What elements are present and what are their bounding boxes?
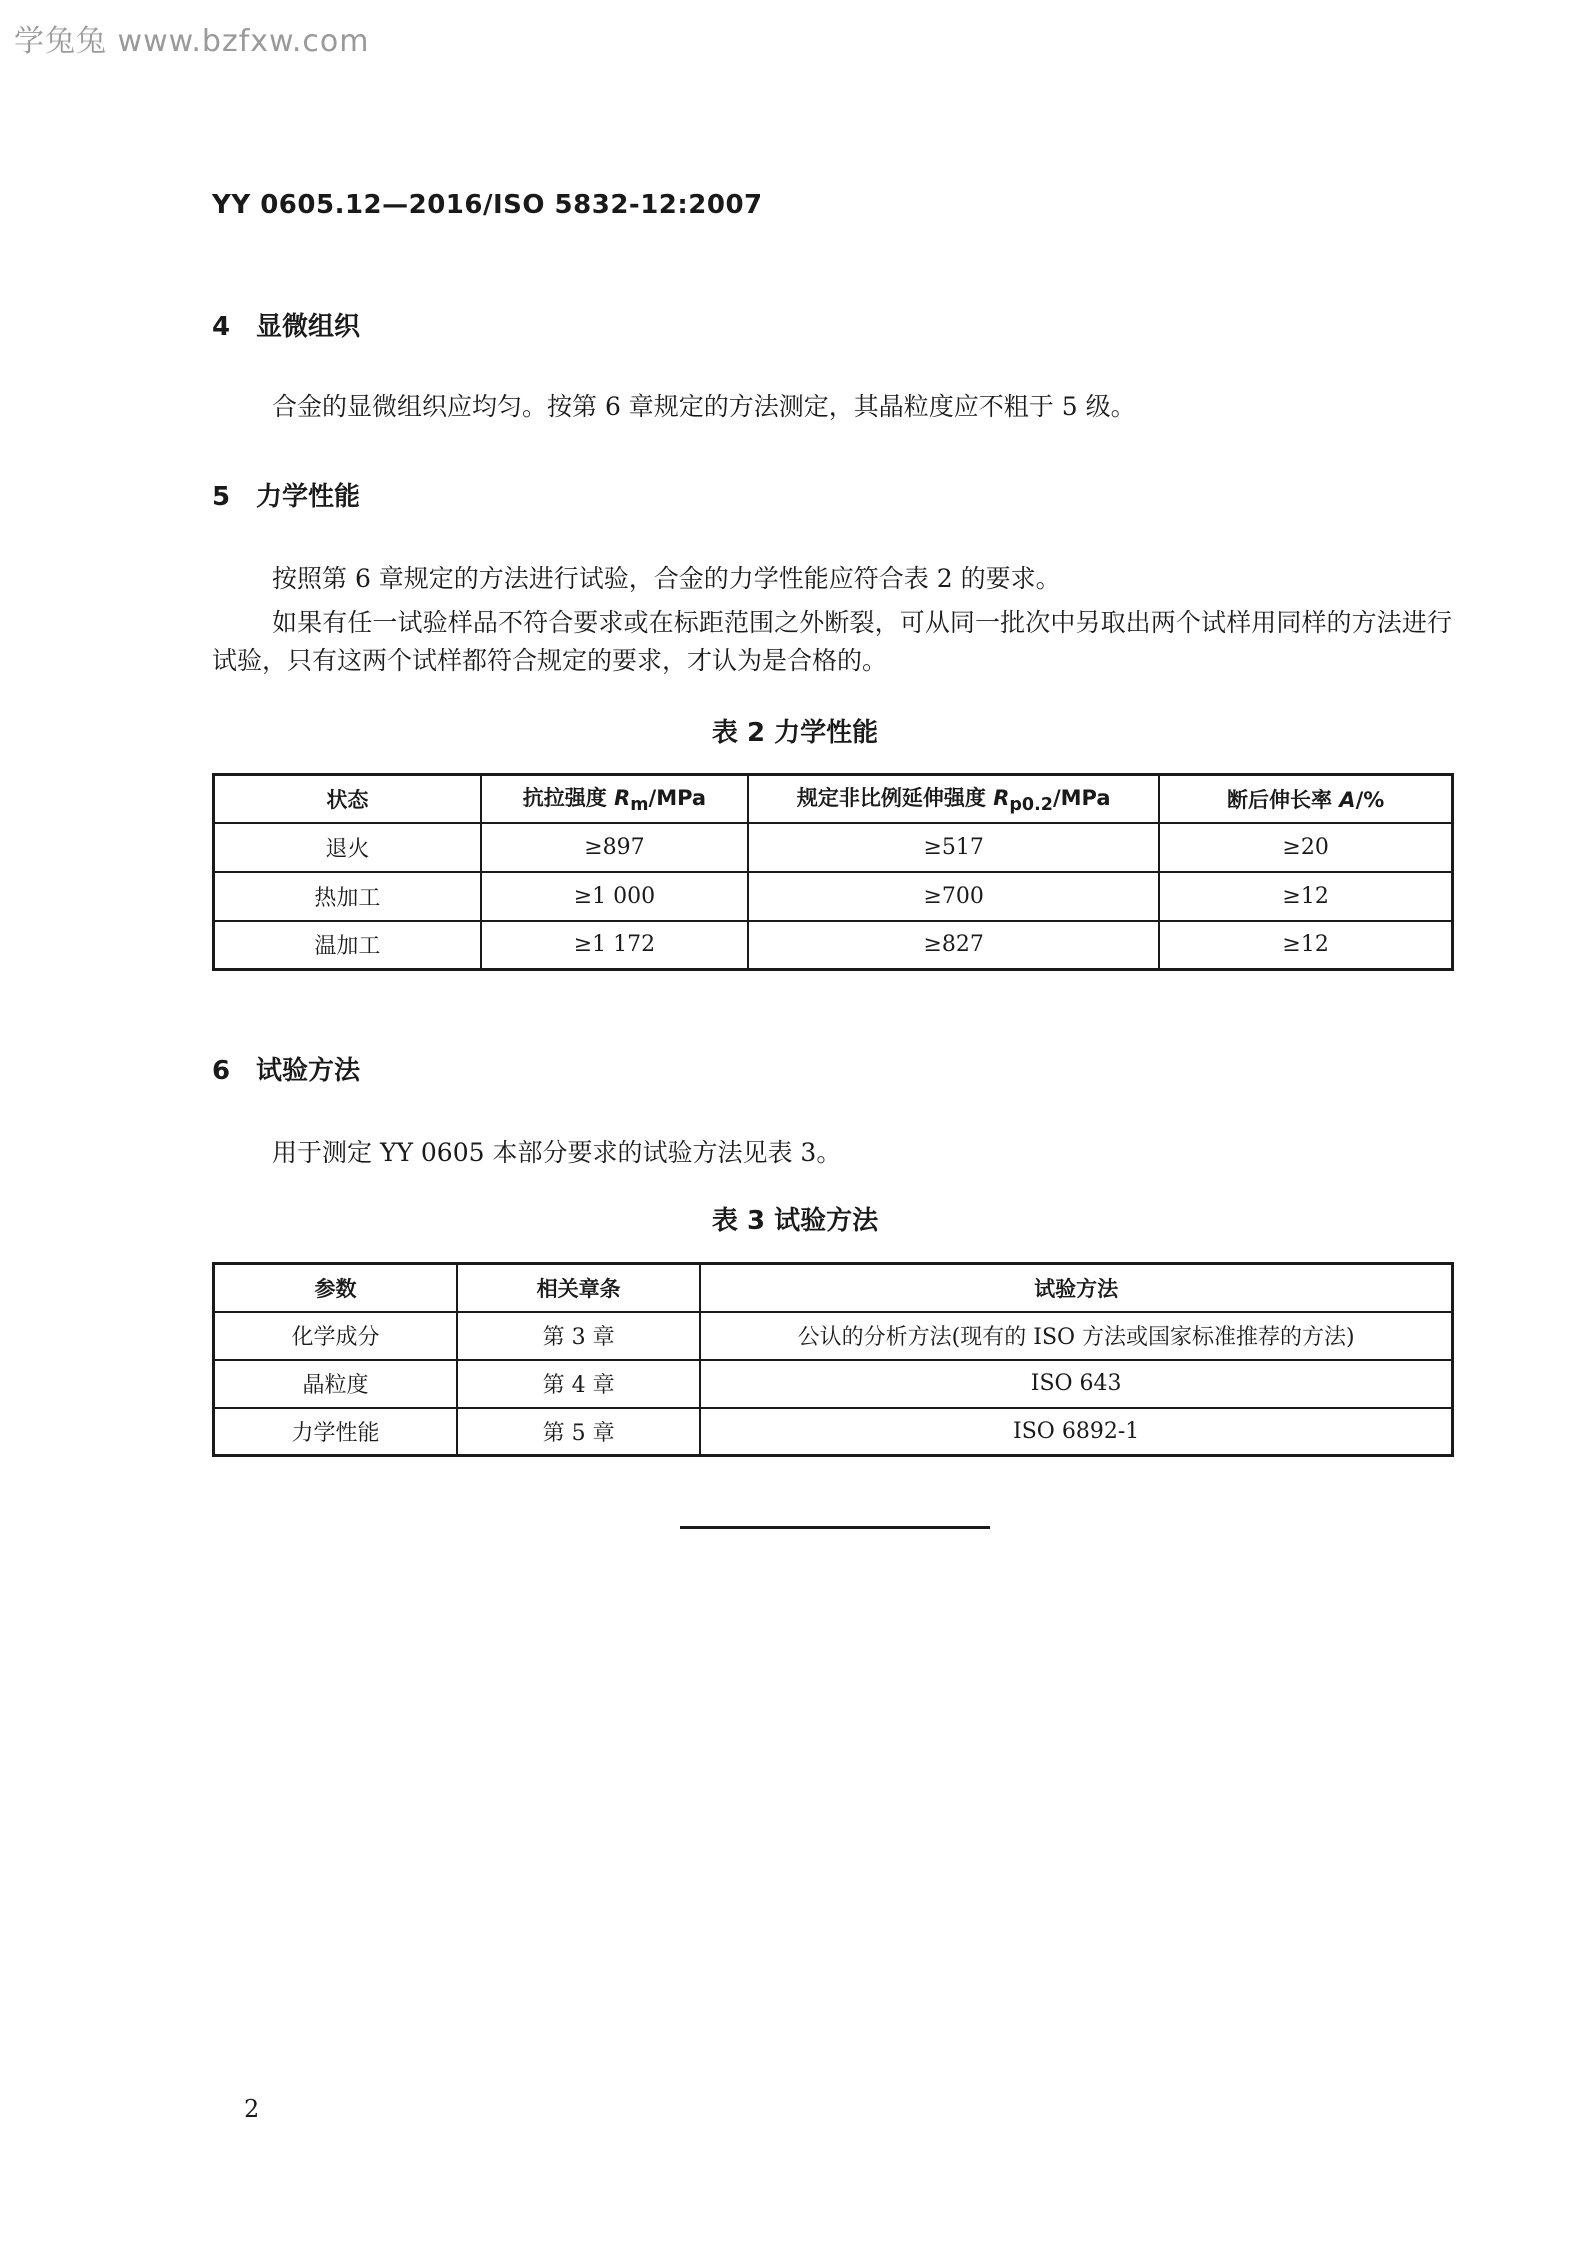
section-5-paragraph-1: 按照第 6 章规定的方法进行试验，合金的力学性能应符合表 2 的要求。 bbox=[272, 564, 1061, 593]
section-6-paragraph: 用于测定 YY 0605 本部分要求的试验方法见表 3。 bbox=[272, 1138, 842, 1167]
table-cell: 热加工 bbox=[214, 872, 481, 921]
table-cell: ≥20 bbox=[1159, 823, 1452, 872]
table-cell: ISO 6892-1 bbox=[700, 1408, 1452, 1456]
section-4-heading bbox=[212, 306, 360, 343]
table-cell: ≥700 bbox=[748, 872, 1159, 921]
table-cell: 晶粒度 bbox=[214, 1360, 457, 1408]
table-cell: 公认的分析方法(现有的 ISO 方法或国家标准推荐的方法) bbox=[700, 1312, 1452, 1360]
table-cell: 化学成分 bbox=[214, 1312, 457, 1360]
section-title: 试验方法 bbox=[256, 1056, 361, 1086]
standard-number: YY 0605.12—2016/ISO 5832-12:2007 bbox=[212, 190, 763, 220]
table-cell: 第 4 章 bbox=[457, 1360, 700, 1408]
section-5-heading bbox=[212, 476, 360, 513]
section-title: 显微组织 bbox=[256, 312, 361, 342]
section-number: 4 bbox=[212, 312, 231, 342]
table-row bbox=[214, 823, 1453, 872]
table-cell: 第 3 章 bbox=[457, 1312, 700, 1360]
table-cell: ≥827 bbox=[748, 921, 1159, 970]
table-row bbox=[214, 1360, 1453, 1408]
table-cell: ISO 643 bbox=[700, 1360, 1452, 1408]
header-cell: 试验方法 bbox=[700, 1264, 1452, 1312]
table-cell: ≥12 bbox=[1159, 921, 1452, 970]
section-title: 力学性能 bbox=[256, 482, 361, 512]
page-number: 2 bbox=[244, 2095, 260, 2123]
table-2-caption: 表 2 力学性能 bbox=[711, 718, 879, 748]
table-cell: 第 5 章 bbox=[457, 1408, 700, 1456]
table-cell: ≥12 bbox=[1159, 872, 1452, 921]
section-5-paragraph-2: 如果有任一试验样品不符合要求或在标距范围之外断裂，可从同一批次中另取出两个试样用同样的方法进行试验，只有这两个试样都符合规定的要求，才认为是合格的。 bbox=[212, 608, 1452, 675]
header-cell: 抗拉强度 $R_m$/MPa bbox=[481, 775, 748, 823]
table-row bbox=[214, 1312, 1453, 1360]
table-header-row bbox=[214, 1264, 1453, 1312]
section-4-paragraph: 合金的显微组织应均匀。按第 6 章规定的方法测定，其晶粒度应不粗于 5 级。 bbox=[272, 392, 1136, 421]
header-cell: 参数 bbox=[214, 1264, 457, 1312]
table-row bbox=[214, 921, 1453, 970]
end-of-document-rule bbox=[680, 1526, 990, 1529]
section-number: 5 bbox=[212, 482, 231, 512]
table-row bbox=[214, 1408, 1453, 1456]
header-cell: 规定非比例延伸强度 $R_{p0.2}$/MPa bbox=[748, 775, 1159, 823]
section-number: 6 bbox=[212, 1056, 231, 1086]
header-cell: 状态 bbox=[214, 775, 481, 823]
table-2 bbox=[212, 773, 1454, 971]
header-cell: 相关章条 bbox=[457, 1264, 700, 1312]
table-3 bbox=[212, 1262, 1454, 1457]
table-cell: ≥1 172 bbox=[481, 921, 748, 970]
table-cell: ≥517 bbox=[748, 823, 1159, 872]
table-header-row bbox=[214, 775, 1453, 823]
section-6-heading bbox=[212, 1050, 360, 1087]
table-cell: 退火 bbox=[214, 823, 481, 872]
table-cell: ≥1 000 bbox=[481, 872, 748, 921]
header-cell: 断后伸长率 A/% bbox=[1159, 775, 1452, 823]
table-cell: ≥897 bbox=[481, 823, 748, 872]
table-cell: 温加工 bbox=[214, 921, 481, 970]
watermark: 学兔兔 www.bzfxw.com bbox=[14, 24, 370, 59]
table-3-caption: 表 3 试验方法 bbox=[711, 1206, 879, 1236]
table-cell: 力学性能 bbox=[214, 1408, 457, 1456]
table-row bbox=[214, 872, 1453, 921]
